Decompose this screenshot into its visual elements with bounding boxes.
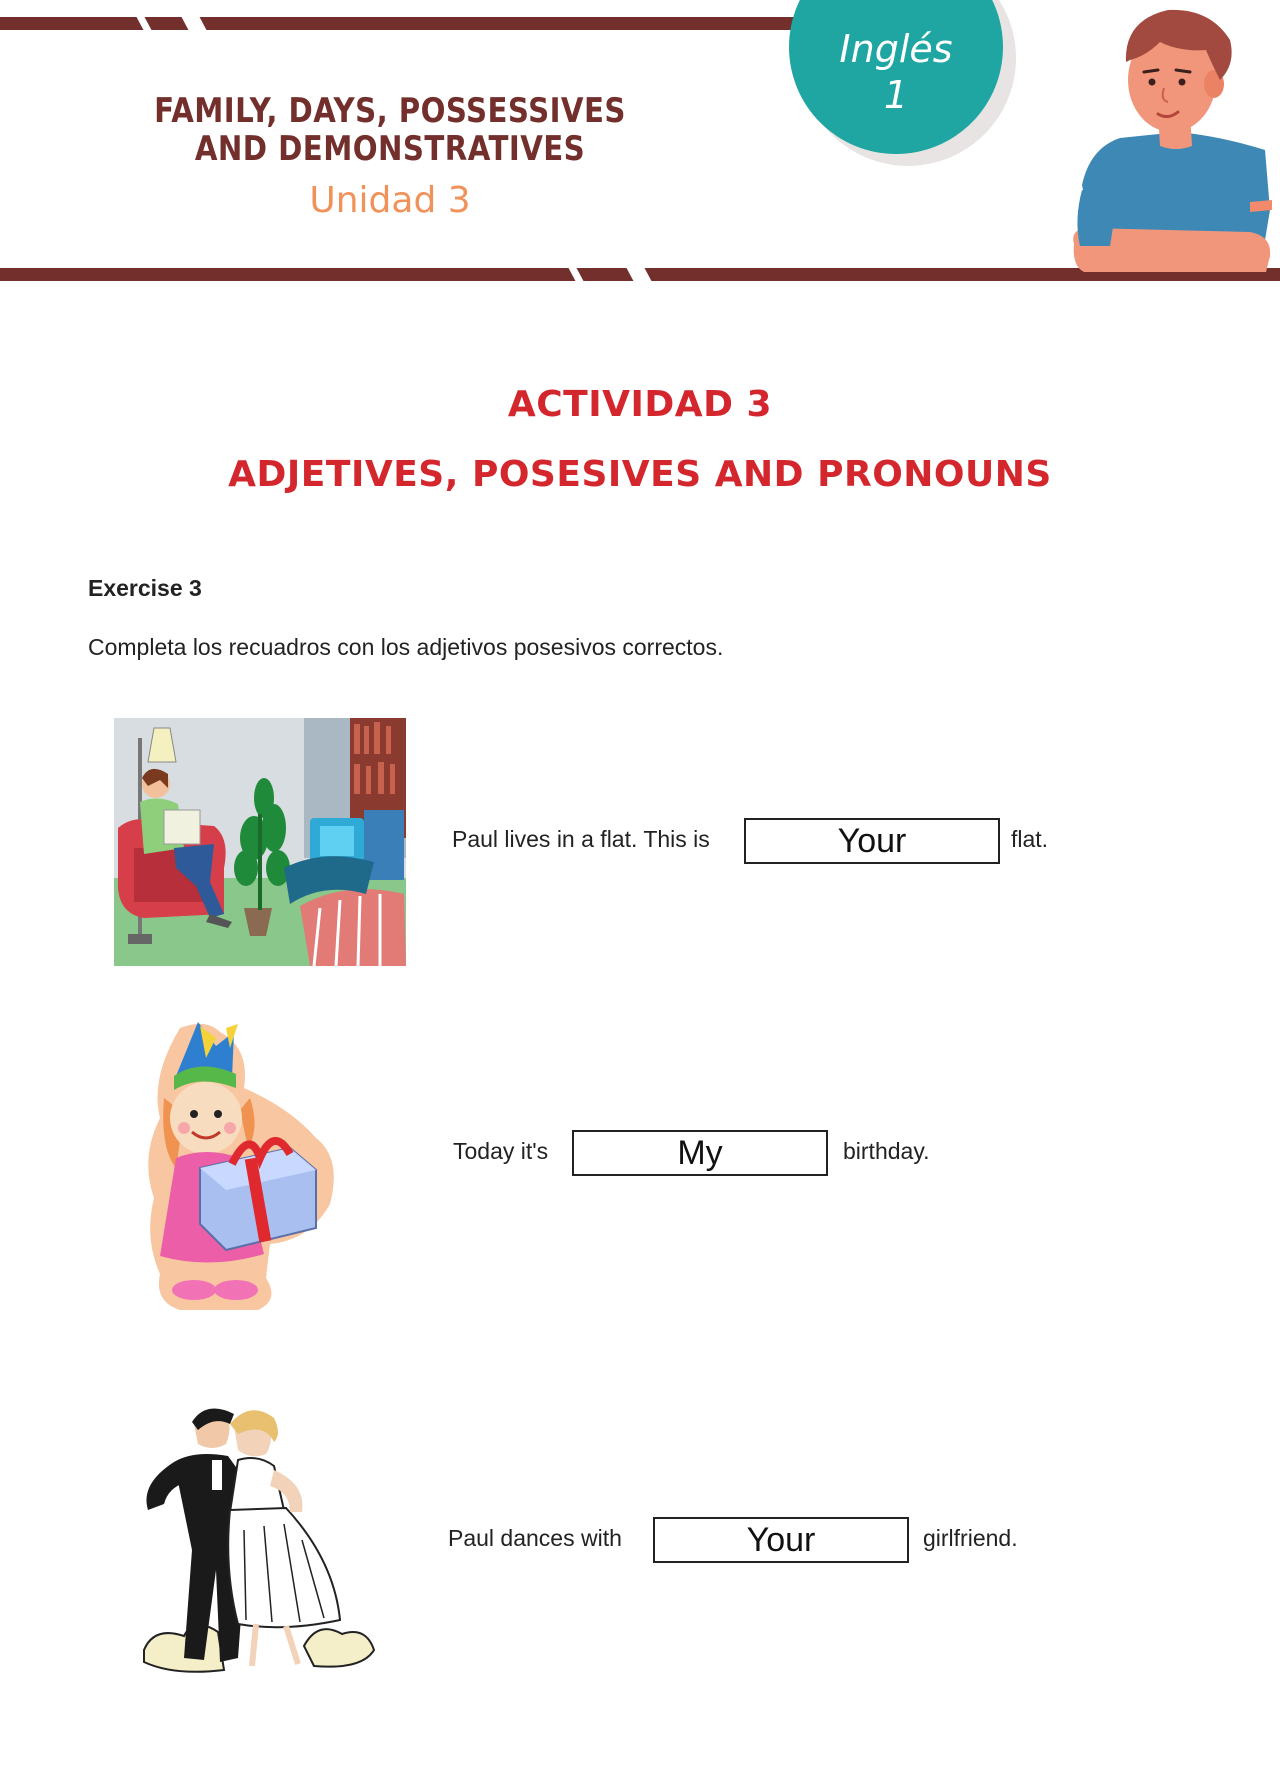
subject-title-line2: AND DEMONSTRATIVES (194, 129, 586, 169)
exercise-item-3-answer-box[interactable]: Your (653, 1517, 909, 1563)
exercise-instruction: Completa los recuadros con los adjetivos posesivos correctos. (88, 634, 724, 660)
course-badge-text (789, 26, 1003, 118)
exercise-item-2-answer-box[interactable]: My (572, 1130, 828, 1176)
exercise-item-1-before: Paul lives in a flat. This is (452, 826, 710, 852)
header-top-band (0, 17, 800, 30)
student-illustration (1060, 0, 1280, 282)
exercise-item-1-after: flat. (1011, 826, 1049, 852)
subject-title (149, 92, 631, 168)
activity-title: ACTIVIDAD 3 (507, 384, 773, 425)
course-badge-name: Inglés (839, 27, 953, 71)
exercise-heading: Exercise 3 (88, 575, 202, 601)
dancing-couple-illustration (134, 1400, 386, 1680)
course-badge-level: 1 (883, 73, 909, 117)
exercise-item-1-answer-box[interactable]: Your (744, 818, 1000, 864)
girl-with-gift-illustration (140, 1018, 358, 1314)
activity-subtitle: ADJETIVES, POSESIVES AND PRONOUNS (228, 454, 1052, 495)
unit-label: Unidad 3 (309, 180, 471, 221)
living-room-illustration (114, 718, 406, 966)
exercise-item-2-after: birthday. (843, 1138, 930, 1164)
exercise-item-2-before: Today it's (453, 1138, 549, 1164)
subject-title-line1: FAMILY, DAYS, POSSESSIVES (154, 91, 626, 131)
exercise-item-3-after: girlfriend. (923, 1525, 1018, 1551)
exercise-item-3-before: Paul dances with (448, 1525, 622, 1551)
